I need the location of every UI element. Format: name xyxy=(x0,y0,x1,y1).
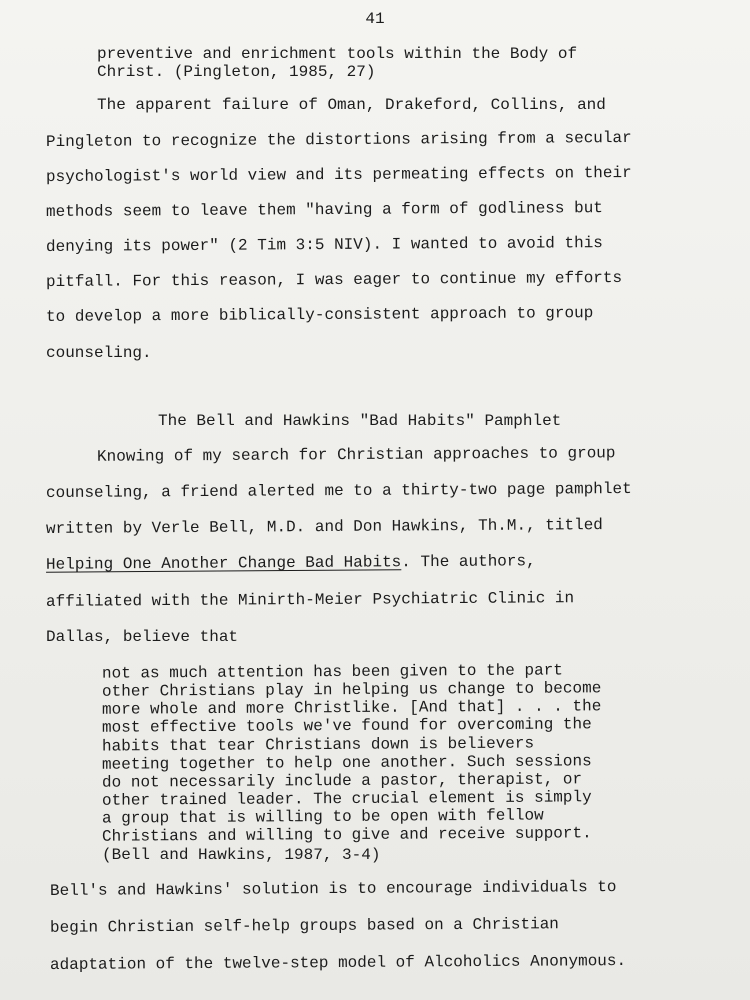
quote-line: habits that tear Christians down is believers xyxy=(101,734,535,756)
quote-line: most effective tools we've found for overcoming the xyxy=(101,715,592,737)
quote-line: Christians and willing to give and receive support. xyxy=(101,824,592,846)
paragraph-line: denying its power" (2 Tim 3:5 NIV). I wanted to avoid this xyxy=(45,234,603,256)
paragraph-line: Dallas, believe that xyxy=(46,628,239,646)
quote-line: a group that is willing to be open with fellow xyxy=(101,806,544,828)
page-number: 41 xyxy=(365,10,385,28)
quote-line: other trained leader. The crucial element is simply xyxy=(101,788,592,810)
quote-line: more whole and more Christlike. [And that] . . . the xyxy=(101,697,602,719)
pamphlet-title: Helping One Another Change Bad Habits xyxy=(45,553,402,574)
paragraph-line-with-title xyxy=(46,552,536,573)
paragraph-line: begin Christian self-help groups based on a Christian xyxy=(49,915,559,937)
quote-line: Christ. (Pingleton, 1985, 27) xyxy=(97,63,376,81)
paragraph-line: The apparent failure of Oman, Drakeford, Collins, and xyxy=(97,96,606,114)
paragraph-line: counseling, a friend alerted me to a thirty-two page pamphlet xyxy=(45,479,632,503)
paragraph-line: methods seem to leave them "having a form of godliness but xyxy=(45,199,603,221)
paragraph-line: Bell's and Hawkins' solution is to encourage individuals to xyxy=(49,878,617,900)
quote-line: do not necessarily include a pastor, therapist, or xyxy=(101,770,583,792)
paragraph-line: written by Verle Bell, M.D. and Don Hawkins, Th.M., titled xyxy=(45,516,603,538)
paragraph-line: counseling. xyxy=(46,344,152,362)
quote-line: meeting together to help one another. Such sessions xyxy=(101,752,592,774)
section-heading: The Bell and Hawkins "Bad Habits" Pamphlet xyxy=(158,412,562,430)
paragraph-line: Knowing of my search for Christian approaches to group xyxy=(96,444,616,466)
paragraph-line: affiliated with the Minirth-Meier Psychiatric Clinic in xyxy=(45,589,575,611)
paragraph-text: . The authors, xyxy=(401,552,536,572)
paragraph-line: to develop a more biblically-consistent approach to group xyxy=(45,304,594,326)
paragraph-line: adaptation of the twelve-step model of Alcoholics Anonymous. xyxy=(49,951,627,975)
quote-line: other Christians play in helping us change to become xyxy=(101,679,602,701)
quote-line: not as much attention has been given to the part xyxy=(101,661,563,683)
quote-line: preventive and enrichment tools within the Body of xyxy=(97,45,578,63)
paragraph-line: pitfall. For this reason, I was eager to continue my efforts xyxy=(45,268,623,292)
paragraph-line: Pingleton to recognize the distortions arising from a secular xyxy=(45,128,632,152)
paragraph-line: psychologist's world view and its permeating effects on their xyxy=(45,163,632,187)
quote-citation: (Bell and Hawkins, 1987, 3-4) xyxy=(102,846,381,864)
